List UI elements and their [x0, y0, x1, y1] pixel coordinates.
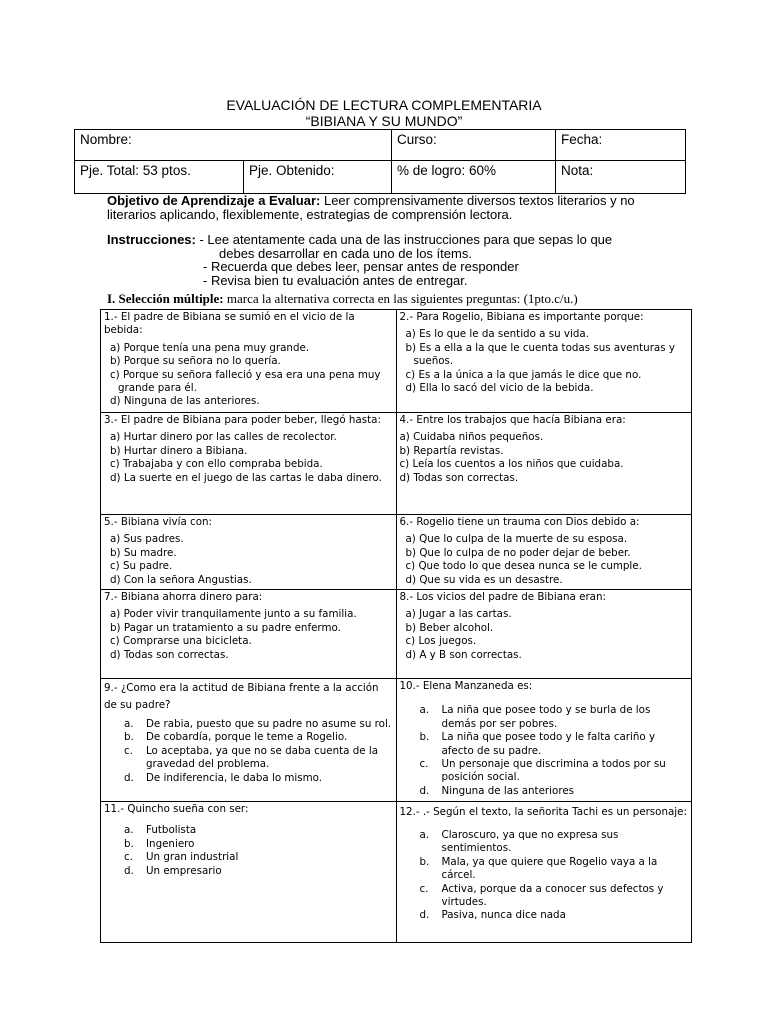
option: b) Hurtar dinero a Bibiana. [110, 444, 248, 457]
option: a) Sus padres. [110, 533, 184, 546]
option: c) Que todo lo que desea nunca se le cumple. [405, 560, 642, 573]
option-marker: c. [419, 758, 429, 771]
option-marker: d. [124, 771, 134, 784]
question-text: 12.- .- Según el texto, la señorita Tachi es un personaje: [399, 806, 687, 818]
option-marker: a. [419, 704, 430, 717]
question-10 [396, 679, 692, 802]
option-marker: d. [124, 864, 134, 877]
question-3 [101, 413, 397, 515]
option: d) A y B son correctas. [405, 648, 522, 661]
instruction-line: debes desarrollar en cada uno de los ítems. [219, 245, 472, 261]
objective-label: Objetivo de Aprendizaje a Evaluar: [107, 193, 321, 208]
option-text: De indiferencia, le daba lo mismo. [146, 771, 323, 784]
option: c) Comprarse una bicicleta. [110, 635, 252, 648]
option: c) Trabajaba y con ello compraba bebida. [110, 458, 323, 471]
option-marker: c. [124, 851, 133, 864]
section-heading [107, 291, 707, 307]
question-text: 1.- El padre de Bibiana se sumió en el vicio de la bebida: [104, 311, 355, 337]
section-label: I. Selección múltiple: [107, 291, 224, 306]
option [400, 731, 689, 758]
instructions-label: Instrucciones: [107, 232, 196, 247]
option: a) Poder vivir tranquilamente junto a su familia. [110, 608, 357, 621]
option-marker: a. [419, 829, 430, 841]
option: b) Beber alcohol. [405, 621, 494, 634]
question-2 [396, 310, 692, 413]
option-marker: c. [124, 744, 133, 757]
name-field: Nombre: [75, 130, 392, 161]
option: c) Los juegos. [405, 635, 477, 648]
option-marker: b. [419, 731, 430, 744]
option [104, 745, 393, 772]
option-text: Lo aceptaba, ya que no se daba cuenta de la gravedad del problema. [146, 744, 379, 771]
option [400, 758, 689, 785]
date-field: Fecha: [556, 130, 686, 161]
option-text: La niña que posee todo y le falta cariño y afecto de su padre. [441, 731, 656, 757]
option [104, 772, 393, 785]
course-field: Curso: [392, 130, 556, 161]
question-text: 4.- Entre los trabajos que hacía Bibiana era: [399, 414, 626, 426]
option: b) Pagar un tratamiento a su padre enfermo. [110, 621, 341, 634]
option-marker: b. [124, 837, 134, 850]
question-5 [101, 515, 397, 590]
option: b) Que lo culpa de no poder dejar de beber. [405, 546, 631, 559]
question-11 [101, 802, 397, 943]
question-6 [396, 515, 692, 590]
option [104, 718, 393, 731]
page-title: EVALUACIÓN DE LECTURA COMPLEMENTARIA [226, 97, 542, 113]
option [400, 909, 689, 922]
option: d) Con la señora Angustias. [110, 573, 252, 586]
question-7 [101, 590, 397, 679]
option-text: Un gran industrial [146, 851, 239, 864]
option-marker: b. [124, 731, 134, 744]
instructions [107, 233, 687, 287]
total-score-field: Pje. Total: 53 ptos. [75, 161, 244, 194]
question-1 [101, 310, 397, 413]
option [104, 838, 393, 851]
question-text: 11.- Quincho sueña con ser: [104, 803, 249, 815]
option [400, 704, 689, 731]
option [400, 856, 689, 883]
option: a) Que lo culpa de la muerte de su esposa. [405, 533, 628, 546]
option: b) Su madre. [110, 546, 177, 559]
option [104, 851, 393, 864]
option-text: Ninguna de las anteriores [441, 784, 575, 797]
achievement-field: % de logro: 60% [392, 161, 556, 194]
grade-field: Nota: [556, 161, 686, 194]
question-12 [396, 802, 692, 943]
learning-objective [107, 194, 667, 222]
option [104, 865, 393, 878]
option: a) Cuidaba niños pequeños. [399, 431, 544, 444]
option-marker: a. [124, 718, 134, 730]
question-8 [396, 590, 692, 679]
instruction-line: - Recuerda que debes leer, pensar antes de responder [203, 259, 519, 274]
question-text: 3.- El padre de Bibiana para poder beber, llegó hasta: [104, 414, 381, 426]
option-text: Claroscuro, ya que no expresa sus sentimientos. [441, 829, 619, 855]
option [400, 785, 689, 798]
page-subtitle: “BIBIANA Y SU MUNDO” [305, 113, 463, 129]
option: d) Ninguna de las anteriores. [110, 395, 260, 408]
option [400, 883, 689, 910]
option [104, 824, 393, 837]
option-text: Un empresario [146, 864, 222, 877]
question-text: 8.- Los vicios del padre de Bibiana eran: [399, 591, 606, 603]
option: d) La suerte en el juego de las cartas le daba dinero. [110, 471, 382, 484]
question-4 [396, 413, 692, 515]
option: d) Todas son correctas. [110, 648, 229, 661]
option: b) Es a ella a la que le cuenta todas sus aventuras y sueños. [405, 341, 675, 368]
option-text: De cobardía, porque le teme a Rogelio. [146, 731, 348, 744]
question-text: 5.- Bibiana vivía con: [104, 516, 213, 528]
option: a) Porque tenía una pena muy grande. [110, 341, 310, 354]
option-marker: b. [419, 855, 430, 868]
question-text: 7.- Bibiana ahorra dinero para: [104, 591, 263, 603]
option-marker: a. [124, 824, 134, 837]
option: a) Hurtar dinero por las calles de recolector. [110, 431, 337, 444]
objective-text: Leer comprensivamente diversos textos literarios y no literarios aplicando, flexiblemente, estrategias de comprensión lectora. [107, 193, 635, 222]
option-marker: c. [419, 882, 429, 895]
option: c) Leía los cuentos a los niños que cuidaba. [399, 458, 624, 471]
option: b) Porque su señora no lo quería. [110, 355, 281, 368]
option: c) Su padre. [110, 560, 173, 573]
option [104, 731, 393, 744]
option-text: De rabia, puesto que su padre no asume su rol. [146, 718, 392, 730]
question-9 [101, 679, 397, 802]
student-info-table [74, 129, 686, 194]
question-text: 9.- ¿Como era la actitud de Bibiana frente a la acción de su padre? [104, 682, 379, 711]
option-text: Pasiva, nunca dice nada [441, 909, 566, 922]
section-text: marca la alternativa correcta en las siguientes preguntas: (1pto.c/u.) [223, 291, 578, 306]
option: d) Que su vida es un desastre. [405, 573, 563, 586]
option-text: Futbolista [146, 824, 197, 837]
option-text: Ingeniero [146, 837, 195, 850]
question-text: 10.- Elena Manzaneda es: [399, 680, 533, 692]
option: c) Es a la única a la que jamás le dice que no. [405, 368, 642, 381]
instruction-line: - Lee atentamente cada una de las instrucciones para que sepas lo que [195, 232, 613, 247]
question-text: 6.- Rogelio tiene un trauma con Dios debido a: [399, 516, 640, 528]
option: b) Repartía revistas. [399, 444, 504, 457]
instruction-line: - Revisa bien tu evaluación antes de entregar. [203, 272, 468, 288]
option: d) Ella lo sacó del vicio de la bebida. [405, 382, 594, 395]
option: d) Todas son correctas. [399, 471, 519, 484]
question-text: 2.- Para Rogelio, Bibiana es importante porque: [399, 311, 644, 323]
option: c) Porque su señora falleció y esa era una pena muy grande para él. [110, 368, 381, 395]
obtained-score-field: Pje. Obtenido: [244, 161, 392, 194]
option-text: La niña que posee todo y se burla de los demás por ser pobres. [441, 704, 651, 730]
option-text: Un personaje que discrimina a todos por su posición social. [441, 758, 666, 784]
option-marker: d. [419, 784, 430, 797]
option-marker: d. [419, 909, 430, 922]
option [400, 829, 689, 856]
option: a) Jugar a las cartas. [405, 608, 512, 621]
option-text: Mala, ya que quiere que Rogelio vaya a la cárcel. [441, 855, 658, 882]
option: a) Es lo que le da sentido a su vida. [405, 328, 589, 341]
option-text: Activa, porque da a conocer sus defectos y virtudes. [441, 882, 664, 909]
questions-table [100, 309, 692, 943]
